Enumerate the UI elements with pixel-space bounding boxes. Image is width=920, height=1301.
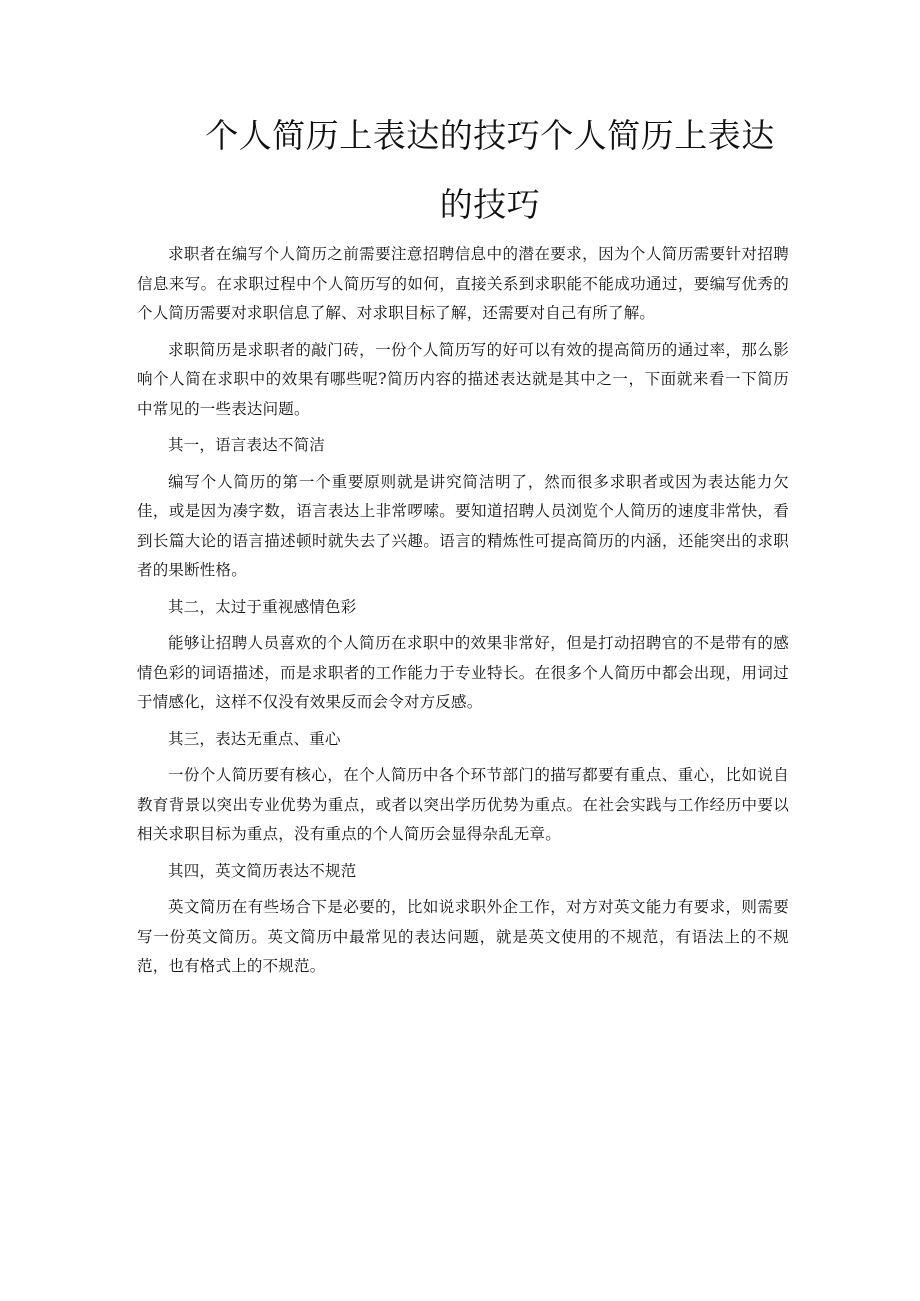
document-body (137, 240, 789, 989)
document-title-line-1: 个人简历上表达的技巧个人简历上表达 (205, 116, 775, 155)
section-heading: 其一，语言表达不简洁 (168, 436, 326, 454)
intro-paragraph: 求职简历是求职者的敲门砖，一份个人简历写的好可以有效的提高简历的通过率，那么影响个人简在求职中的效果有哪些呢?简历内容的描述表达就是其中之一，下面就来看一下简历中常见的一些表达问题。 (137, 340, 789, 418)
section-paragraph: 英文简历在有些场合下是必要的，比如说求职外企工作，对方对英文能力有要求，则需要写一份英文简历。英文简历中最常见的表达问题，就是英文使用的不规范，有语法上的不规范，也有格式上的不规范。 (137, 898, 789, 975)
section-paragraph: 编写个人简历的第一个重要原则就是讲究简洁明了，然而很多求职者或因为表达能力欠佳，或是因为凑字数，语言表达上非常啰嗦。要知道招聘人员浏览个人简历的速度非常快，看到长篇大论的语言描述顿时就失去了兴趣。语言的精炼性可提高简历的内涵，还能突出的求职者的果断性格。 (137, 472, 789, 579)
section-heading: 其三，表达无重点、重心 (168, 729, 341, 748)
intro-paragraph: 求职者在编写个人简历之前需要注意招聘信息中的潜在要求，因为个人简历需要针对招聘信息来写。在求职过程中个人简历写的如何，直接关系到求职能不能成功通过，要编写优秀的个人简历需要对求职信息了解、对求职目标了解，还需要对自己有所了解。 (137, 245, 789, 322)
section-paragraph: 能够让招聘人员喜欢的个人简历在求职中的效果非常好，但是打动招聘官的不是带有的感情色彩的词语描述，而是求职者的工作能力于专业特长。在很多个人简历中都会出现，用词过于情感化，这样不仅没有效果反而会令对方反感。 (137, 634, 789, 711)
section-heading: 其四，英文简历表达不规范 (168, 861, 357, 880)
section-paragraph: 一份个人简历要有核心，在个人简历中各个环节部门的描写都要有重点、重心，比如说自教育背景以突出专业优势为重点，或者以突出学历优势为重点。在社会实践与工作经历中要以相关求职目标为重点，没有重点的个人简历会显得杂乱无章。 (137, 766, 789, 843)
section-heading: 其二，太过于重视感情色彩 (168, 597, 357, 616)
document-title-line-2: 的技巧 (439, 185, 541, 224)
